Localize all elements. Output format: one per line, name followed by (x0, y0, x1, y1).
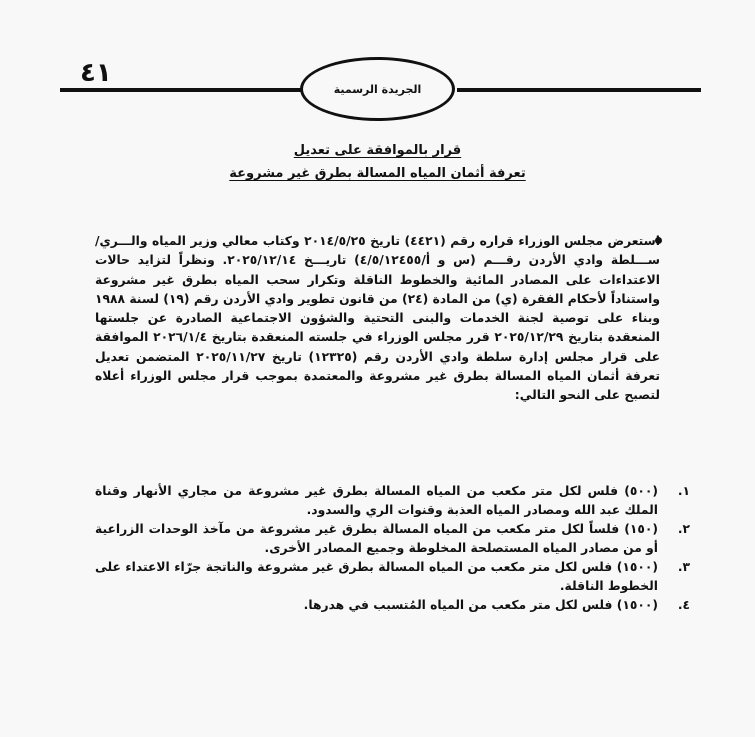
tariff-list (95, 482, 690, 615)
header-rule-left (60, 88, 303, 92)
list-item (95, 558, 690, 596)
list-item (95, 520, 690, 558)
list-item-text: (١٥٠) فلساً لكل متر مكعب من المياه المسالة بطرق غير مشروعة من مآخذ الوحدات الزراعية أو من مصادر المياه المستصلحة المخلوطة وجميع المصادر الأخرى. (95, 522, 658, 555)
list-item-number: ٢. (677, 522, 690, 536)
body-paragraph: استعرض مجلس الوزراء قراره رقم (٤٤٢١) تاريخ ٢٠١٤/٥/٢٥ وكتاب معالي وزير المياه والـــري/ ســـلطة وادي الأردن رقـــم (س و أ/٤/٥/١٢٤٥٥) تاريـــخ ٢٠٢٥/١٢/١٤. ونظراً لتزايد حالات الاعتداءات على المصادر المائية والخطوط الناقلة وتكرار سحب المياه بطرق غير مشروعة واستناداً لأحكام الفقرة (ي) من المادة (٢٤) من قانون تطوير وادي الأردن رقم (١٩) لسنة ١٩٨٨ وبناء على توصية لجنة الخدمات والبنى التحتية والشؤون الاجتماعية الصادرة عن جلستها المنعقدة بتاريخ ٢٠٢٥/١٢/٢٩ قرر مجلس الوزراء في جلسته المنعقدة بتاريخ ٢٠٢٦/١/٤ الموافقة على قرار مجلس إدارة سلطة وادي الأردن رقم (١٢٣٢٥) تاريخ ٢٠٢٥/١١/٢٧ المتضمن تعديل تعرفة أثمان المياه المسالة بطرق غير مشروعة والمعتمدة بموجب قرار مجلس الوزراء أعلاه لتصبح على النحو التالي: (95, 234, 661, 403)
gazette-name: الجريدة الرسمية (333, 82, 422, 96)
gazette-emblem-oval (300, 57, 455, 121)
list-item-text: (١٥٠٠) فلس لكل متر مكعب من المياه المسالة بطرق غير مشروعة والناتجة جرّاء الاعتداء على الخطوط الناقلة. (95, 560, 658, 593)
list-item (95, 596, 690, 615)
page-header (0, 0, 755, 130)
list-item-number: ١. (677, 484, 690, 498)
list-item-text: (٥٠٠) فلس لكل متر مكعب من المياه المسالة بطرق غير مشروعة من مجاري الأنهار وقناة الملك عبد الله ومصادر المياه العذبة وقنوات الري والسدود. (95, 484, 658, 517)
list-item-number: ٤. (677, 598, 690, 612)
decision-title-line2: تعرفة أثمان المياه المسالة بطرق غير مشروعة (229, 166, 526, 181)
decision-title-line1: قرار بالموافقة على تعديل (293, 143, 462, 158)
list-item-number: ٣. (677, 560, 690, 574)
list-item-text: (١٥٠٠) فلس لكل متر مكعب من المياه المُتسبب في هدرها. (303, 598, 658, 612)
list-item (95, 482, 690, 520)
page-number: ٤١ (80, 58, 112, 88)
header-rule-right (457, 88, 701, 92)
